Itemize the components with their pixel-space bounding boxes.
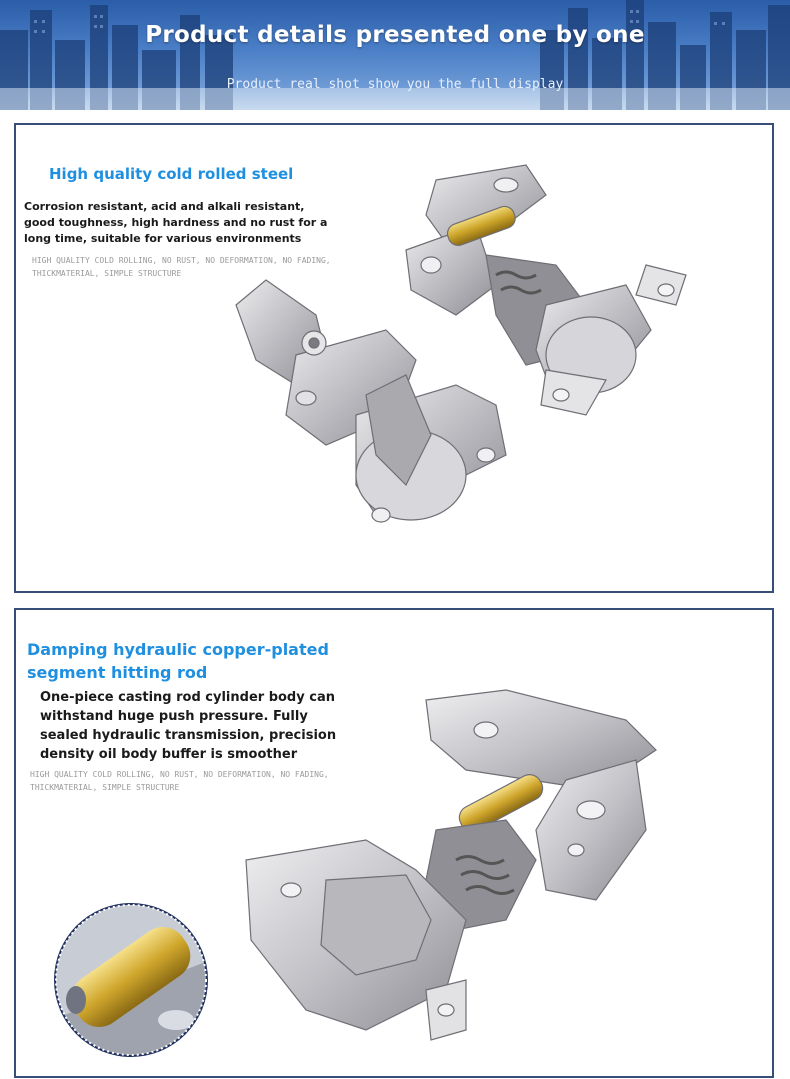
steel-section-panel	[14, 123, 774, 593]
banner-title: Product details presented one by one	[145, 22, 645, 48]
hinge-pair-photo	[206, 155, 716, 593]
right-hinge	[406, 165, 686, 415]
banner-subtitle: Product real shot show you the full display	[226, 77, 564, 92]
brass-cylinder-zoom	[51, 900, 211, 1060]
section-heading: Damping hydraulic copper-plated segment hitting rod	[27, 640, 329, 682]
section-description: Corrosion resistant, acid and alkali resistant, good toughness, high hardness and no rust for a long time, suitable for various environments	[24, 200, 328, 245]
left-hinge	[236, 280, 506, 522]
hydraulic-section-panel	[14, 608, 774, 1078]
hinge-closeup-photo	[36, 660, 736, 1078]
section-caption: HIGH QUALITY COLD ROLLING, NO RUST, NO DEFORMATION, NO FADING, THICKMATERIAL, SIMPLE STRUCTURE	[30, 770, 329, 792]
hinge-assembly	[246, 690, 656, 1040]
section-description: One-piece casting rod cylinder body can withstand huge push pressure. Fully sealed hydraulic transmission, precision density oil body buffer is smoother	[40, 690, 337, 762]
section-caption: HIGH QUALITY COLD ROLLING, NO RUST, NO DEFORMATION, NO FADING, THICKMATERIAL, SIMPLE STRUCTURE	[32, 256, 331, 278]
city-skyline-image	[0, 0, 790, 110]
section-heading: High quality cold rolled steel	[49, 165, 294, 183]
header-banner	[0, 0, 790, 110]
